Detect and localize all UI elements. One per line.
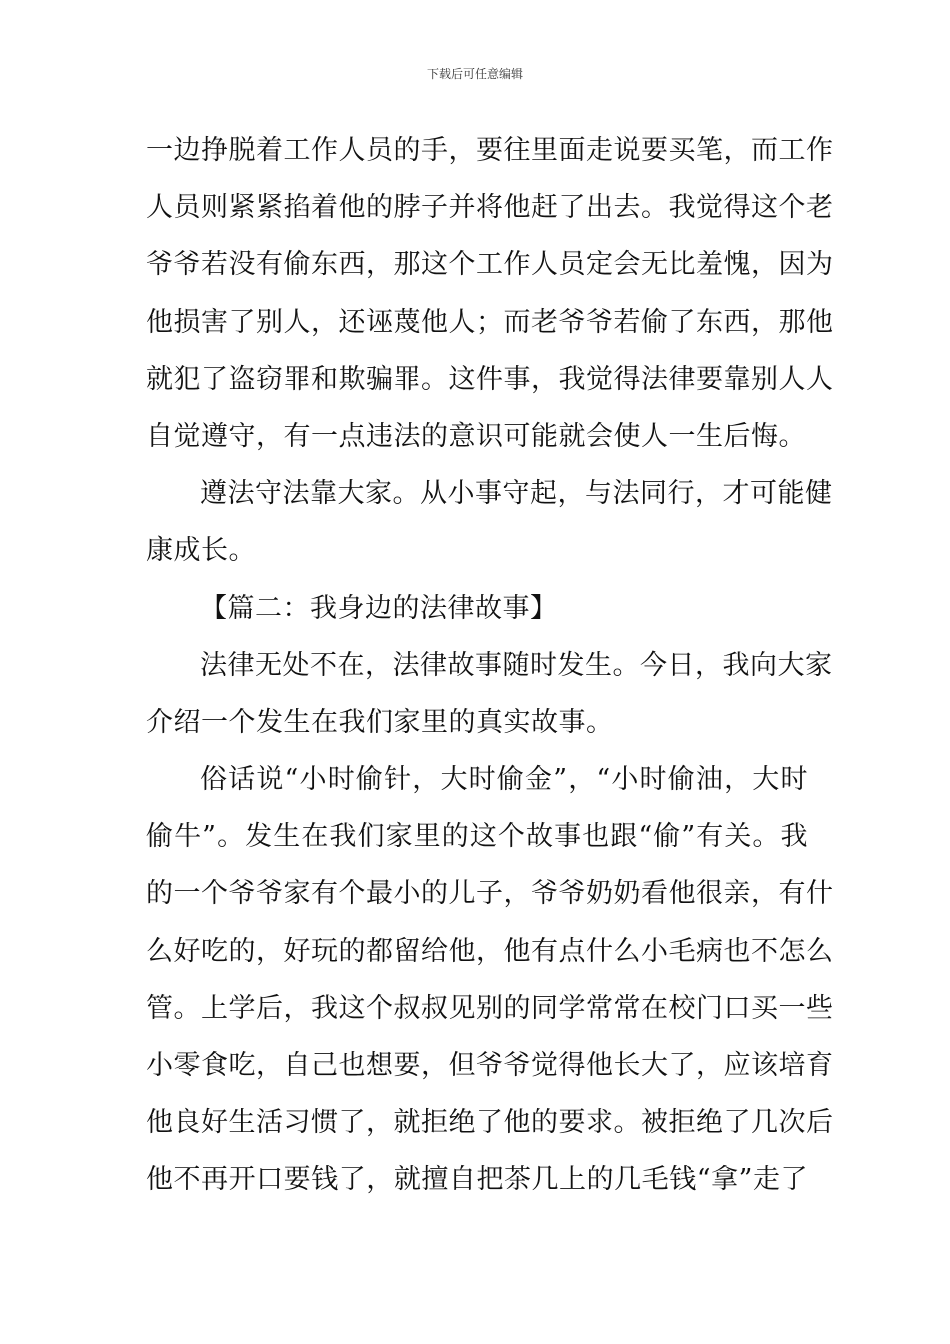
paragraph-start-line: 俗话说“小时偷针，大时偷金”，“小时偷油，大时 [200, 764, 808, 796]
paragraph-start-line: 法律无处不在，法律故事随时发生。今日，我向大家 [200, 649, 833, 681]
text-line: 小零食吃，自己也想要，但爷爷觉得他长大了，应该培育 [146, 1050, 834, 1081]
text-line: 康成长。 [146, 535, 256, 567]
paragraph-start-line: 遵法守法靠大家。从小事守起，与法同行，才可能健 [200, 478, 833, 510]
text-line: 管。上学后，我这个叔叔见别的同学常常在校门口买一些 [146, 992, 834, 1024]
page-header: 下载后可任意编辑 [426, 67, 523, 81]
text-line: 他损害了别人，还诬蔑他人；而老爷爷若偷了东西，那他 [146, 306, 834, 338]
document-body [146, 122, 834, 1209]
text-line: 人员则紧紧掐着他的脖子并将他赶了出去。我觉得这个老 [146, 192, 834, 224]
text-line: 么好吃的，好玩的都留给他，他有点什么小毛病也不怎么 [146, 935, 834, 967]
text-line: 爷爷若没有偷东西，那这个工作人员定会无比羞愧，因为 [146, 249, 834, 281]
text-line: 介绍一个发生在我们家里的真实故事。 [146, 706, 614, 738]
text-line: 就犯了盗窃罪和欺骗罪。这件事，我觉得法律要靠别人人 [146, 363, 834, 395]
section-heading: 【篇二：我身边的法律故事】 [200, 592, 558, 624]
text-line: 他良好生活习惯了，就拒绝了他的要求。被拒绝了几次后 [146, 1107, 834, 1139]
text-line: 偷牛”。发生在我们家里的这个故事也跟“偷”有关。我 [146, 821, 808, 853]
text-line: 一边挣脱着工作人员的手，要往里面走说要买笔，而工作 [146, 135, 834, 166]
text-line: 的一个爷爷家有个最小的儿子，爷爷奶奶看他很亲，有什 [146, 878, 834, 910]
text-line: 他不再开口要钱了，就擅自把茶几上的几毛钱“拿”走了 [146, 1164, 808, 1196]
text-line: 自觉遵守，有一点违法的意识可能就会使人一生后悔。 [146, 420, 806, 452]
